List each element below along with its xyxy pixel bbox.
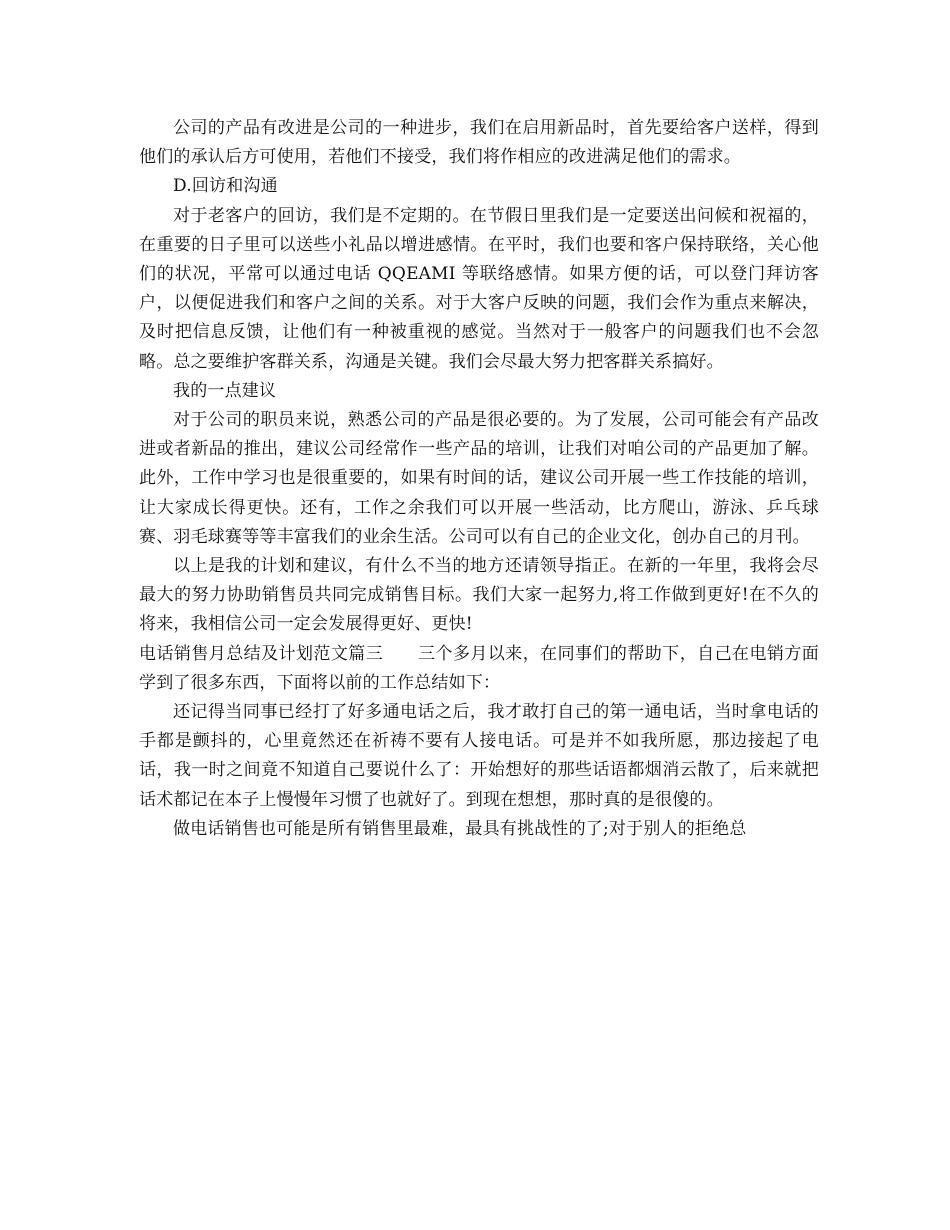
paragraph-product-improvement: 公司的产品有改进是公司的一种进步，我们在启用新品时，首先要给客户送样，得到他们的承认后方可使用，若他们不接受，我们将作相应的改进满足他们的需求。 [139,118,819,168]
paragraph-phone-sales-challenge: 做电话销售也可能是所有销售里最难，最具有挑战性的了;对于别人的拒绝总 [173,818,747,839]
document-page [139,114,819,844]
section-heading-followup: D.回访和沟通 [173,176,278,197]
paragraph-conclusion: 以上是我的计划和建议，有什么不当的地方还请领导指正。在新的一年里，我将会尽最大的努力协助销售员共同完成销售目标。我们大家一起努力,将工作做到更好!在不久的将来，我相信公司一定会发展得更好、更快! [139,556,819,635]
paragraph-customer-followup: 对于老客户的回访，我们是不定期的。在节假日里我们是一定要送出问候和祝福的，在重要的日子里可以送些小礼品以增进感情。在平时，我们也要和客户保持联络，关心他们的状况，平常可以通过电话 QQEAMI 等联络感情。如果方便的话，可以登门拜访客户，以便促进我们和客户之间的关系。对于大客户反映的问题，我们会作为重点来解决，及时把信息反馈，让他们有一种被重视的感觉。当然对于一般客户的问题我们也不会忽略。总之要维护客群关系，沟通是关键。我们会尽最大努力把客群关系搞好。 [139,205,819,372]
section-heading-suggestions: 我的一点建议 [173,380,277,401]
paragraph-article-three-title: 电话销售月总结及计划范文篇三 三个多月以来，在同事们的帮助下，自己在电销方面学到了很多东西，下面将以前的工作总结如下： [139,643,819,693]
paragraph-first-call: 还记得当同事已经打了好多通电话之后，我才敢打自己的第一通电话，当时拿电话的手都是颤抖的，心里竟然还在祈祷不要有人接电话。可是并不如我所愿，那边接起了电话，我一时之间竟不知道自己要说什么了：开始想好的那些话语都烟消云散了，后来就把话术都记在本子上慢慢年习惯了也就好了。到现在想想，那时真的是很傻的。 [139,702,819,810]
paragraph-suggestions: 对于公司的职员来说，熟悉公司的产品是很必要的。为了发展，公司可能会有产品改进或者新品的推出，建议公司经常作一些产品的培训，让我们对咱公司的产品更加了解。此外，工作中学习也是很重要的，如果有时间的话，建议公司开展一些工作技能的培训，让大家成长得更快。还有，工作之余我们可以开展一些活动，比方爬山，游泳、乒乓球赛、羽毛球赛等等丰富我们的业余生活。公司可以有自己的企业文化，创办自己的月刊。 [139,410,819,547]
